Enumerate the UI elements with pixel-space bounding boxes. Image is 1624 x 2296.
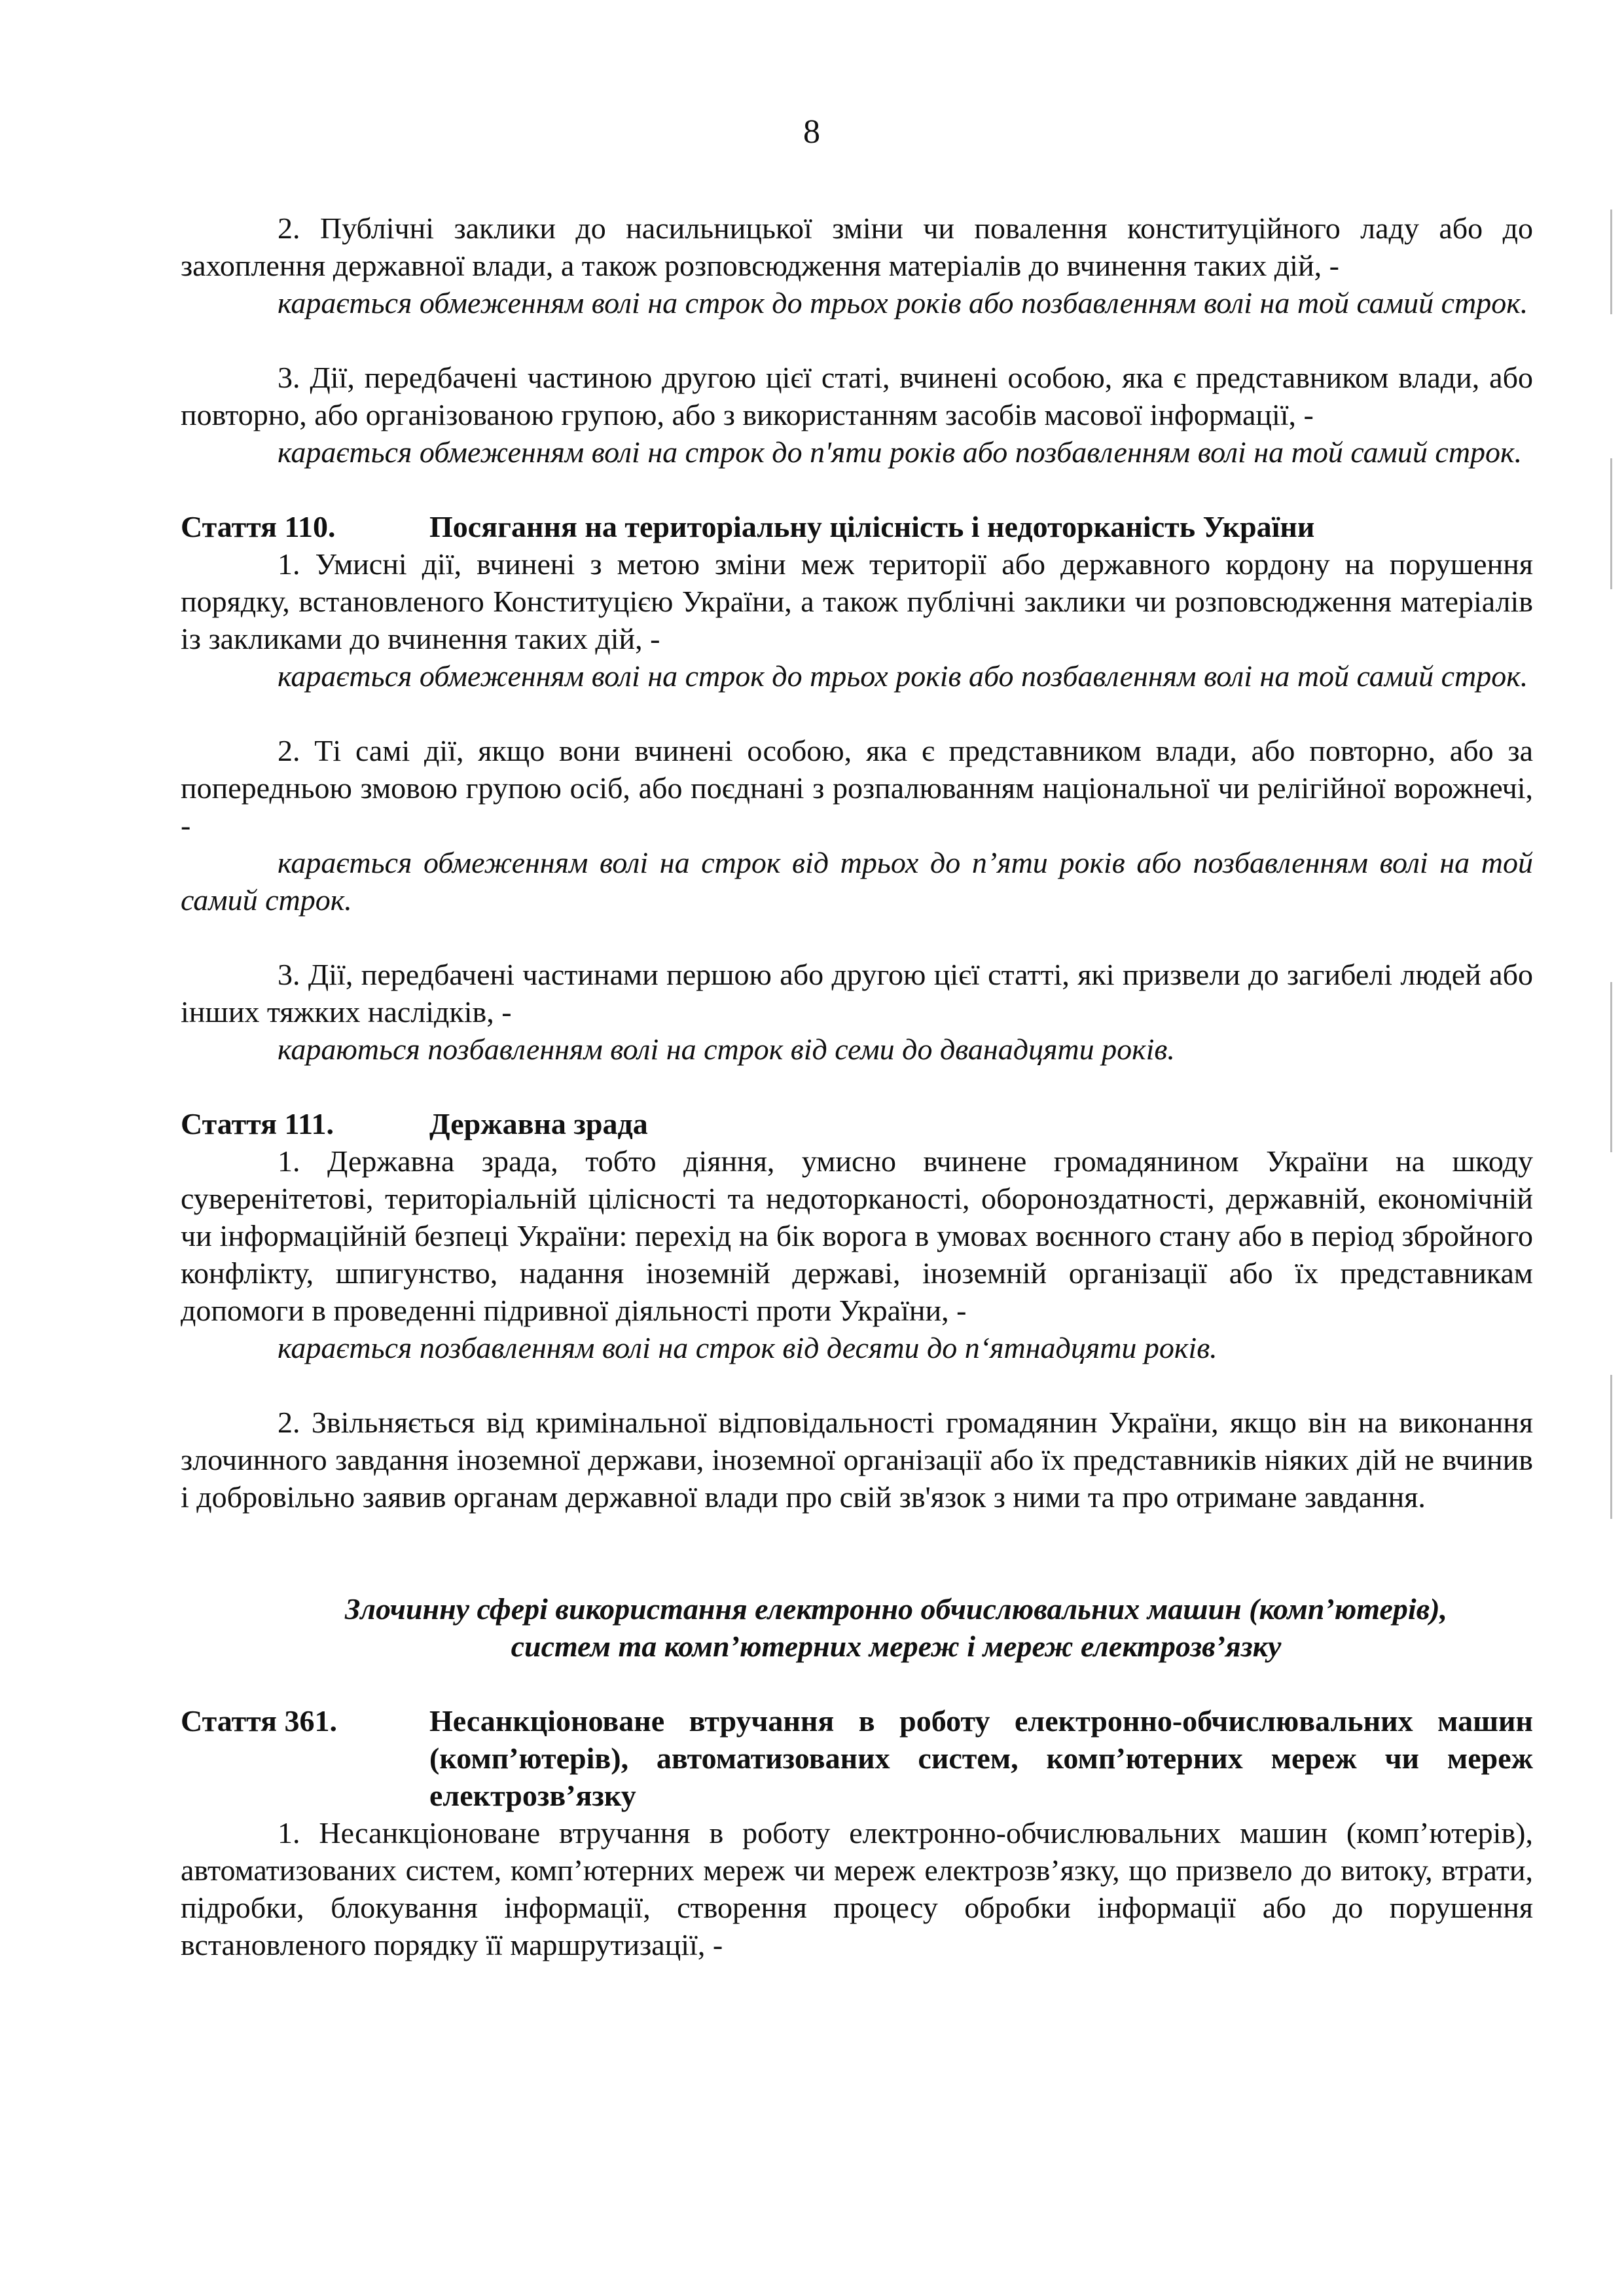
section-title-line-2: систем та комп’ютерних мереж і мереж електрозв’язку — [511, 1630, 1282, 1663]
scan-edge-mark — [1610, 1375, 1612, 1519]
article-110-part-3-penalty: караються позбавленням волі на строк від семи до дванадцяти років. — [278, 1032, 1175, 1066]
section-title-line-1: Злочинну сфері використання електронно обчислювальних машин (комп’ютерів), — [344, 1592, 1448, 1626]
article-109-part-2-penalty: карається обмеженням волі на строк до трьох років або позбавленням волі на той самий строк. — [278, 286, 1528, 319]
article-110-part-3: 3. Дії, передбачені частинами першою або другою цієї статті, які призвели до загибелі людей або інших тяжких наслідків, - — [181, 958, 1533, 1029]
scan-edge-mark — [1610, 458, 1612, 589]
article-110-part-1-penalty: карається обмеженням волі на строк до трьох років або позбавленням волі на той самий строк. — [278, 659, 1528, 693]
article-110-title: Посягання на територіальну цілісність і недоторканість України — [429, 510, 1315, 543]
article-361-number: Стаття 361. — [181, 1704, 338, 1738]
document-body — [181, 210, 1533, 1963]
article-111-heading — [181, 1105, 1533, 1142]
article-111-part-1: 1. Державна зрада, тобто діяння, умисно вчинене громадянином України на шкоду суверенітетові, територіальній цілісності та недоторканості, обороноздатності, державній, економічній чи інформаційній безпеці України: перехід на бік ворога в умовах воєнного стану або в період збройного конфлікту, шпигунство, надання іноземній державі, іноземній організації або їх представникам допомоги в проведенні підривної діяльності проти України, - — [181, 1144, 1533, 1327]
article-111-number: Стаття 111. — [181, 1107, 334, 1140]
article-361-heading — [181, 1702, 1533, 1814]
article-109-part-3: 3. Дії, передбачені частиною другою цієї статі, вчинені особою, яка є представником влади, або повторно, або організованою групою, або з використанням засобів масової інформації, - — [181, 361, 1533, 431]
page-number: 8 — [803, 113, 820, 151]
article-361-part-1: 1. Несанкціоноване втручання в роботу електронно-обчислювальних машин (комп’ютерів), автоматизованих систем, комп’ютерних мереж чи мереж електрозв’язку, що призвело до витоку, втрати, підробки, блокування інформації, створення процесу обробки інформації або до порушення встановленого порядку її маршрутизації, - — [181, 1816, 1533, 1961]
article-111-title: Державна зрада — [429, 1107, 648, 1140]
article-110-heading — [181, 508, 1533, 545]
section-title — [259, 1590, 1533, 1665]
article-109-part-2: 2. Публічні заклики до насильницької зміни чи повалення конституційного ладу або до захоплення державної влади, а також розповсюдження матеріалів до вчинення таких дій, - — [181, 211, 1533, 282]
article-109-part-3-penalty: карається обмеженням волі на строк до п'яти років або позбавленням волі на той самий строк. — [278, 435, 1523, 469]
scan-edge-mark — [1610, 210, 1612, 314]
article-110-part-1: 1. Умисні дії, вчинені з метою зміни меж території або державного кордону на порушення порядку, встановленого Конституцією України, а також публічні заклики чи розповсюдження матеріалів із закликами до вчинення таких дій, - — [181, 547, 1533, 655]
article-110-part-2-penalty: карається обмеженням волі на строк від трьох до п’яти років або позбавленням волі на той самий строк. — [181, 846, 1533, 917]
article-361-title: Несанкціоноване втручання в роботу електронно-обчислювальних машин (комп’ютерів), автоматизованих систем, комп’ютерних мереж чи мереж електрозв’язку — [429, 1704, 1533, 1812]
article-111-part-1-penalty: карається позбавленням волі на строк від десяти до п‘ятнадцяти років. — [278, 1331, 1218, 1364]
scan-edge-mark — [1610, 982, 1612, 1152]
article-111-part-2: 2. Звільняється від кримінальної відповідальності громадянин України, якщо він на виконання злочинного завдання іноземної держави, іноземної організації або їх представників ніяких дій не вчинив і добровільно заявив органам державної влади про свій зв'язок з ними та про отримане завдання. — [181, 1406, 1533, 1514]
article-110-part-2: 2. Ті самі дії, якщо вони вчинені особою, яка є представником влади, або повторно, або за попередньою змовою групою осіб, або поєднані з розпалюванням національної чи релігійної ворожнечі, - — [181, 734, 1533, 842]
article-110-number: Стаття 110. — [181, 510, 336, 543]
